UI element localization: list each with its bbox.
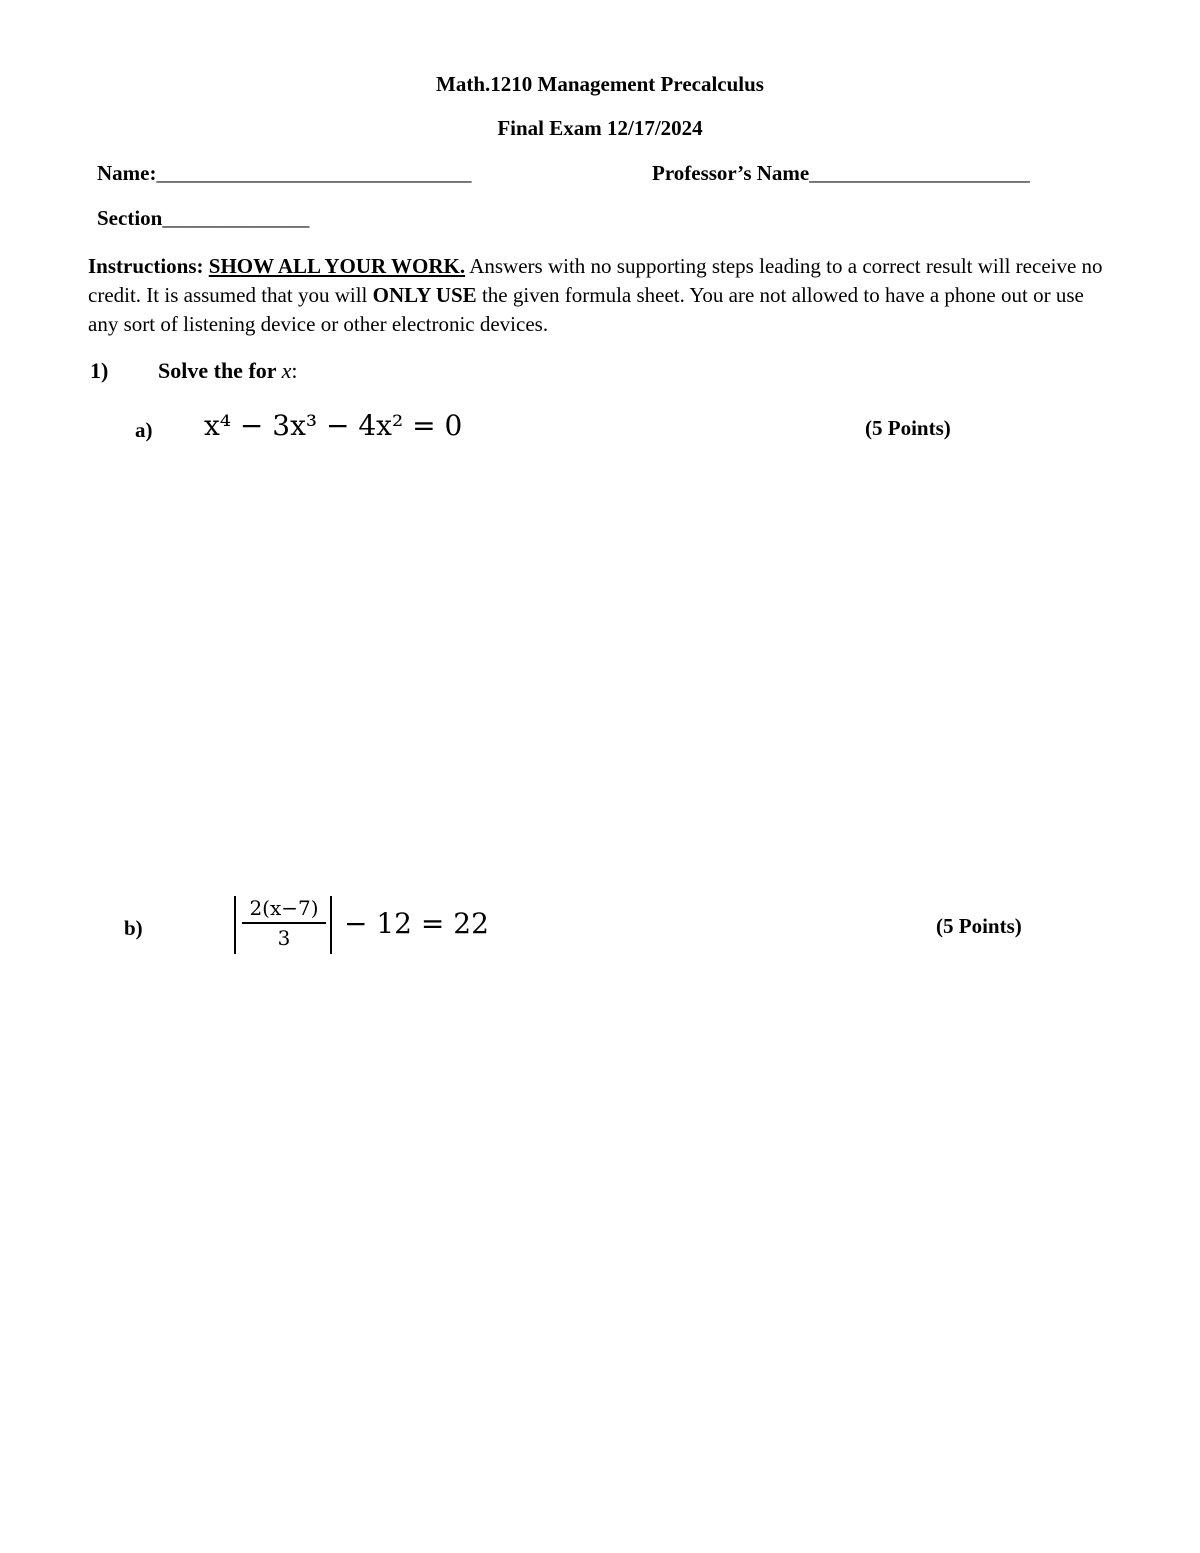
question-1-prompt-text: Solve the for (158, 358, 277, 383)
instructions-emphasis-2: ONLY USE (372, 283, 477, 307)
professor-name-label: Professor’s Name (652, 161, 810, 185)
part-b-numerator: 2(x−7) (249, 896, 319, 920)
name-field[interactable] (97, 161, 471, 186)
question-1-prompt (158, 358, 298, 384)
question-1-prompt-end: : (291, 358, 298, 383)
instructions-label: Instructions: (88, 254, 204, 278)
professor-name-blank-line[interactable]: _____________________ (809, 161, 1030, 185)
part-b-fraction (240, 896, 328, 950)
exam-title: Math.1210 Management Precalculus (436, 72, 764, 96)
name-label: Name: (97, 161, 157, 185)
part-b-points: (5 Points) (936, 914, 1022, 938)
instructions-emphasis: SHOW ALL YOUR WORK. (208, 254, 466, 278)
exam-subtitle: Final Exam 12/17/2024 (497, 116, 703, 140)
question-1-number: 1) (90, 358, 109, 383)
part-b-denominator: 3 (277, 925, 291, 950)
name-blank-line[interactable]: ______________________________ (156, 161, 472, 185)
section-label: Section (97, 206, 163, 230)
part-b-label: b) (124, 916, 143, 940)
part-b-equation-rest: − 12 = 22 (344, 907, 489, 940)
part-a-equation: x⁴ − 3x³ − 4x² = 0 (204, 409, 463, 442)
instructions-paragraph (88, 252, 1118, 339)
professor-name-field[interactable] (652, 161, 1030, 186)
part-a-label: a) (135, 418, 153, 442)
section-blank-line[interactable]: ______________ (162, 206, 310, 230)
part-a-points: (5 Points) (865, 416, 951, 440)
instructions-text-2: the given formula sheet. You are not allowed to have a phone out or use any sort of listening device or other electronic devices. (88, 283, 1084, 336)
absolute-value-right-bar (330, 896, 332, 954)
absolute-value-left-bar (234, 896, 236, 954)
question-1-variable: x (281, 358, 292, 383)
section-field[interactable] (97, 206, 309, 231)
instructions-text-1: Answers with no supporting steps leading to a correct result will receive no credit. It is assumed that you will (88, 254, 1103, 307)
